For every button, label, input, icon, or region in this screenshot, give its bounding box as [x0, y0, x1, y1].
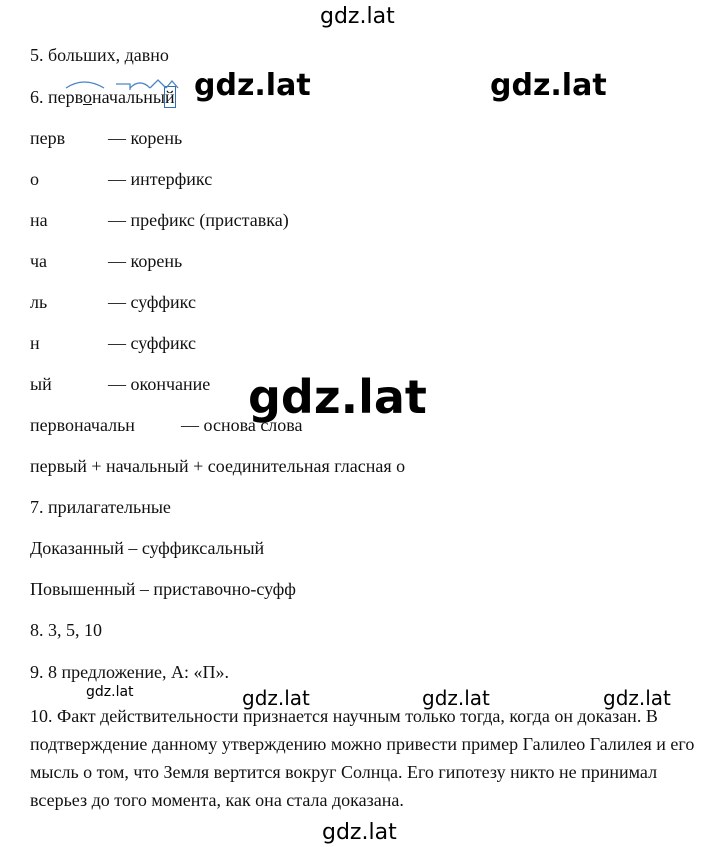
- watermark-top: gdz.lat: [320, 4, 395, 29]
- item-7-line-1: Доказанный – суффиксальный: [30, 538, 265, 558]
- morpheme-part: перв: [30, 128, 66, 148]
- watermark-row1-right: gdz.lat: [490, 68, 607, 103]
- item-6: [30, 86, 175, 108]
- morpheme-role: — суффикс: [108, 333, 196, 353]
- morpheme-role: — интерфикс: [108, 169, 213, 189]
- stem-part: первоначальн: [30, 415, 135, 435]
- stem-row: [30, 414, 303, 436]
- morpheme-part: о: [30, 169, 39, 189]
- item-10-paragraph: 10. Факт действительности признается научным только тогда, когда он доказан. В подтверждение данному утверждению можно привести пример Галилео Галилея и его мысль о том, что Земля вертится вокруг Солнца. Его гипотезу никто не принимал всерьез до того момента, как она стала доказана.: [30, 706, 695, 810]
- ending-box: й: [165, 87, 175, 107]
- item-7-line-2: Повышенный – приставочно-суфф: [30, 579, 296, 599]
- item-6-prefix: 6. перв: [30, 87, 83, 107]
- watermark-row2-a: gdz.lat: [242, 686, 310, 710]
- morpheme-row-prefix: [30, 209, 289, 231]
- watermark-center: gdz.lat: [248, 370, 427, 424]
- morpheme-part: ль: [30, 292, 48, 312]
- watermark-row2-b: gdz.lat: [422, 686, 490, 710]
- morpheme-part: н: [30, 333, 40, 353]
- watermark-row2-c: gdz.lat: [603, 686, 671, 710]
- item-9: 9. 8 предложение, А: «П».: [30, 662, 230, 682]
- interfix-letter: о: [83, 87, 92, 107]
- watermark-row1-left: gdz.lat: [194, 68, 311, 103]
- item-7: 7. прилагательные: [30, 497, 171, 517]
- morpheme-row-root-1: [30, 127, 183, 149]
- morpheme-role: — корень: [108, 251, 183, 271]
- morpheme-role: — корень: [108, 128, 183, 148]
- composition-line: первый + начальный + соединительная гласная о: [30, 456, 406, 476]
- morpheme-row-suffix-1: [30, 291, 196, 313]
- stem-role: — основа слова: [181, 415, 303, 435]
- morpheme-part: на: [30, 210, 48, 230]
- item-8: 8. 3, 5, 10: [30, 620, 102, 640]
- morpheme-row-suffix-2: [30, 332, 196, 354]
- item-5: 5. больших, давно: [30, 45, 169, 65]
- morpheme-row-root-2: [30, 250, 183, 272]
- morpheme-row-interfix: [30, 168, 213, 190]
- item-6-middle: начальны: [92, 87, 166, 107]
- morpheme-part: ча: [30, 251, 48, 271]
- morpheme-row-ending: [30, 373, 211, 395]
- morpheme-part: ый: [30, 374, 52, 394]
- morpheme-role: — окончание: [108, 374, 211, 394]
- watermark-small: gdz.lat: [86, 684, 134, 700]
- watermark-bottom: gdz.lat: [322, 820, 397, 845]
- morpheme-role: — префикс (приставка): [108, 210, 289, 230]
- morpheme-role: — суффикс: [108, 292, 196, 312]
